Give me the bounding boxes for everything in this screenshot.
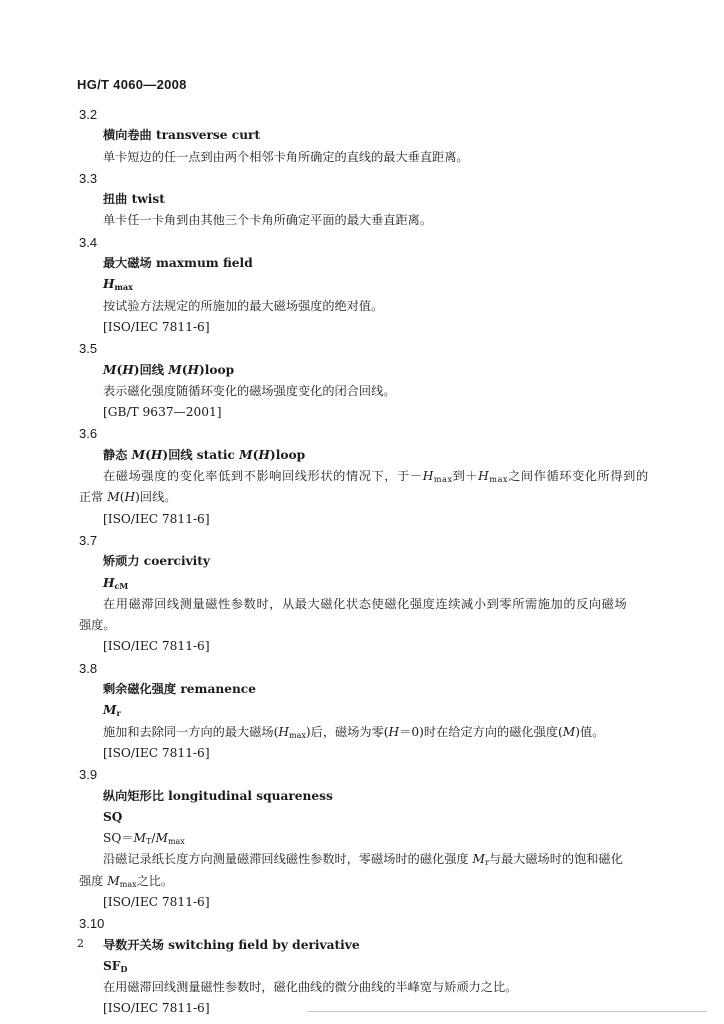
- section-number: 3.3: [79, 170, 98, 186]
- term-source: [ISO/IEC 7811-6]: [103, 894, 210, 909]
- term-abbreviation: SQ: [103, 809, 123, 824]
- term-source: [ISO/IEC 7811-6]: [103, 511, 210, 526]
- term-definition: 在用磁滞回线测量磁性参数时，磁化曲线的微分曲线的半峰宽与矫顽力之比。: [103, 980, 518, 995]
- term-definition: 在用磁滞回线测量磁性参数时，从最大磁化状态使磁化强度连续减小到零所需施加的反向磁场: [103, 596, 628, 611]
- terms-content: [0, 104, 724, 1020]
- term-title: M(H)回线 M(H)loop: [103, 362, 235, 377]
- term-definition: 在磁场强度的变化率低到不影响回线形状的情况下，于$-H_{max}$到$+H_{max}$之间作循环变化所得到的: [103, 469, 649, 485]
- section-number: 3.5: [79, 341, 98, 357]
- term-definition: 单卡短边的任一点到由两个相邻卡角所确定的直线的最大垂直距离。: [103, 149, 469, 164]
- term-source: [GB/T 9637—2001]: [103, 405, 222, 420]
- term-definition-continued: 强度。: [79, 618, 116, 633]
- term-definition: 单卡任一卡角到由其他三个卡角所确定平面的最大垂直距离。: [103, 213, 433, 228]
- section-number: 3.4: [79, 234, 98, 250]
- section-number: 3.7: [79, 532, 98, 548]
- term-source: [ISO/IEC 7811-6]: [103, 1001, 210, 1016]
- section-number: 3.10: [79, 916, 105, 932]
- term-symbol: $H_{cM}$: [103, 575, 129, 591]
- term-definition: 按试验方法规定的所施加的最大磁场强度的绝对值。: [103, 298, 384, 313]
- term-definition: 沿磁记录纸长度方向测量磁滞回线磁性参数时，零磁场时的磁化强度 $M_r$与最大磁场时的饱和磁化: [103, 852, 623, 868]
- term-title: 扭曲 twist: [103, 192, 165, 207]
- section-number: 3.8: [79, 660, 98, 676]
- term-definition: 表示磁化强度随循环变化的磁场强度变化的闭合回线。: [103, 383, 396, 398]
- term-formula: $SQ=M_T/M_{max}$: [103, 831, 185, 847]
- footer-rule: [307, 1011, 707, 1012]
- term-title: 导数开关场 switching field by derivative: [103, 937, 360, 952]
- term-definition: 施加和去除同一方向的最大磁场$(H_{max})$后，磁场为零(H＝0)时在给定方向的磁化强度(M)值。: [103, 724, 605, 740]
- term-abbreviation: $SF_D$: [103, 958, 128, 974]
- term-title: 矫顽力 coercivity: [103, 554, 211, 569]
- document-code: HG/T 4060—2008: [77, 77, 187, 92]
- term-symbol: $H_{max}$: [103, 277, 133, 293]
- term-title: 最大磁场 maxmum field: [103, 256, 253, 271]
- term-title: 纵向矩形比 longitudinal squareness: [103, 788, 333, 803]
- term-title: 剩余磁化强度 remanence: [103, 682, 256, 697]
- section-number: 3.2: [79, 107, 98, 122]
- term-source: [ISO/IEC 7811-6]: [103, 639, 210, 654]
- page-number: 2: [77, 937, 84, 950]
- term-symbol: $M_r$: [103, 703, 121, 719]
- term-title: 静态 M(H)回线 static M(H)loop: [103, 447, 306, 462]
- term-title: 横向卷曲 transverse curt: [103, 128, 261, 143]
- section-number: 3.9: [79, 767, 98, 783]
- term-definition-continued: 强度 $M_{max}$之比。: [79, 873, 174, 889]
- section-number: 3.6: [79, 426, 98, 442]
- term-definition-continued: 正常 M(H)回线。: [79, 490, 177, 505]
- term-source: [ISO/IEC 7811-6]: [103, 745, 210, 760]
- term-source: [ISO/IEC 7811-6]: [103, 319, 210, 334]
